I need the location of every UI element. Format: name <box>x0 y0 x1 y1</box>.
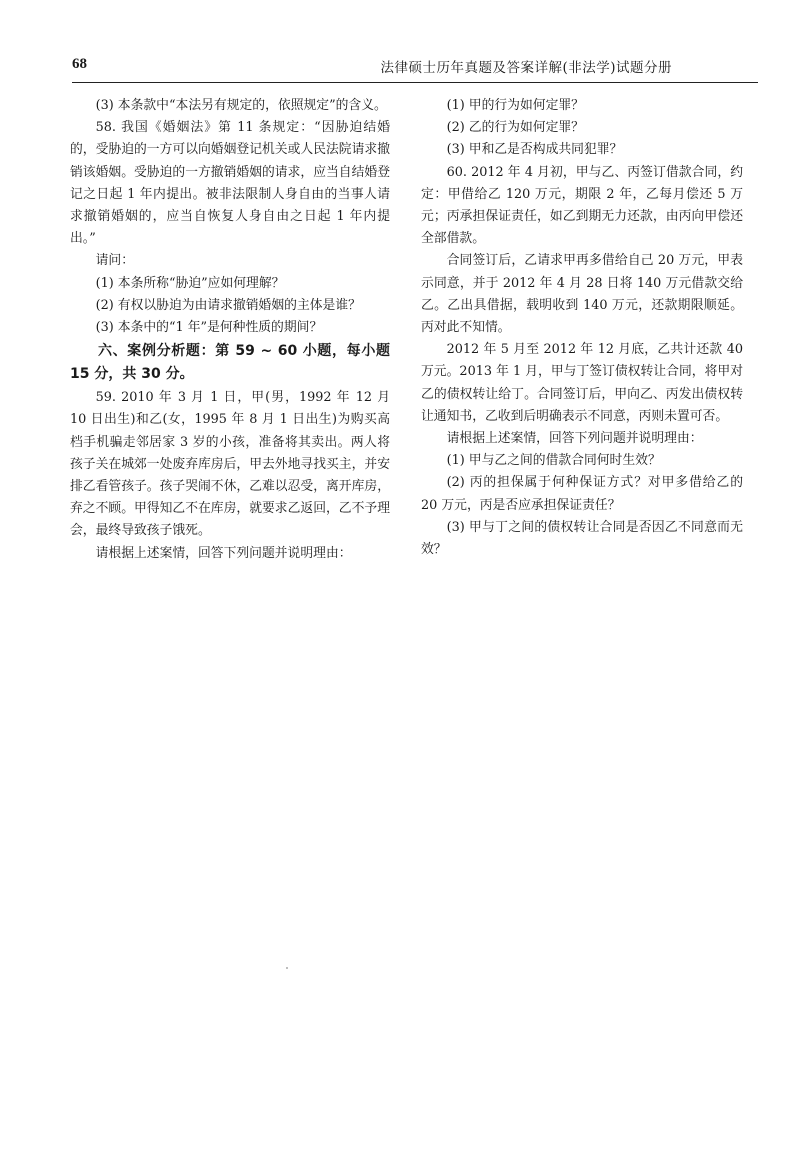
question-60-item-3: (3) 甲与丁之间的债权转让合同是否因乙不同意而无效？ <box>421 519 743 558</box>
question-60-item-1: (1) 甲与乙之间的借款合同何时生效？ <box>446 453 661 469</box>
question-59-item-2: (2) 乙的行为如何定罪？ <box>446 120 584 136</box>
question-60-case-part-1: 60. 2012 年 4 月初，甲与乙、丙签订借款合同，约定：甲借给乙 120 万元，期限 2 年，乙每月偿还 5 万元；丙承担保证责任，如乙到期无力还款，由丙向甲偿还全部借款。 <box>421 164 743 247</box>
question-58-item-1: (1) 本条所称“胁迫”应如何理解？ <box>95 275 285 291</box>
section-heading-case-analysis: 六、案例分析题：第 59 ~ 60 小题，每小题 15 分，共 30 分。 <box>70 343 390 383</box>
question-60-case-part-3: 2012 年 5 月至 2012 年 12 月底，乙共计还款 40 万元。2013 年 1 月，甲与丁签订债权转让合同，将甲对乙的债权转让给丁。合同签订后，甲向乙、丙发出债权转让通知书，乙收到后明确表示不同意，丙则未置可否。 <box>421 342 743 424</box>
left-column <box>70 95 390 565</box>
question-58-prompt: 请问： <box>95 253 134 269</box>
book-title: 法律硕士历年真题及答案详解(非法学)试题分册 <box>380 60 672 76</box>
question-58-item-2: (2) 有权以胁迫为由请求撤销婚姻的主体是谁？ <box>95 297 361 313</box>
question-58-item-3: (3) 本条中的“1 年”是何种性质的期间？ <box>95 320 323 336</box>
page-number: 68 <box>72 56 87 72</box>
question-59-item-3: (3) 甲和乙是否构成共同犯罪？ <box>446 142 623 158</box>
question-60-item-2: (2) 丙的担保属于何种保证方式？对甲多借给乙的 20 万元，丙是否应承担保证责任？ <box>421 475 743 513</box>
question-59-item-1: (1) 甲的行为如何定罪？ <box>446 98 584 113</box>
question-60-case-part-2: 合同签订后，乙请求甲再多借给自己 20 万元，甲表示同意，并于 2012 年 4 月 28 日将 140 万元借款交给乙。乙出具借据，载明收到 140 万元，还款期限顺延。丙对此不知情。 <box>421 253 743 336</box>
question-59-case: 59. 2010 年 3 月 1 日，甲(男，1992 年 12 月 10 日出生)和乙(女，1995 年 8 月 1 日出生)为购买高档手机骗走邻居家 3 岁的小孩，准备将其卖出。两人将孩子关在城郊一处废弃库房后，甲去外地寻找买主，并安排乙看管孩子。孩子哭闹不休，乙难以忍受，离开库房，弃之不顾。甲得知乙不在库房，就要求乙返回，乙不予理会，最终导致孩子饿死。 <box>70 390 390 539</box>
question-59-instruction: 请根据上述案情，回答下列问题并说明理由： <box>95 545 352 561</box>
question-57-item-3: (3) 本条款中“本法另有规定的，依照规定”的含义。 <box>95 98 387 113</box>
right-column <box>421 95 743 561</box>
page-header <box>72 52 758 83</box>
question-58-statement: 58. 我国《婚姻法》第 11 条规定：“因胁迫结婚的，受胁迫的一方可以向婚姻登记机关或人民法院请求撤销该婚姻。受胁迫的一方撤销婚姻的请求，应当自结婚登记之日起 1 年内提出。被非法限制人身自由的当事人请求撤销婚姻的，应当自恢复人身自由之日起 1 年内提出。” <box>70 120 390 247</box>
scan-speck <box>286 967 288 969</box>
question-60-instruction: 请根据上述案情，回答下列问题并说明理由： <box>446 431 703 447</box>
